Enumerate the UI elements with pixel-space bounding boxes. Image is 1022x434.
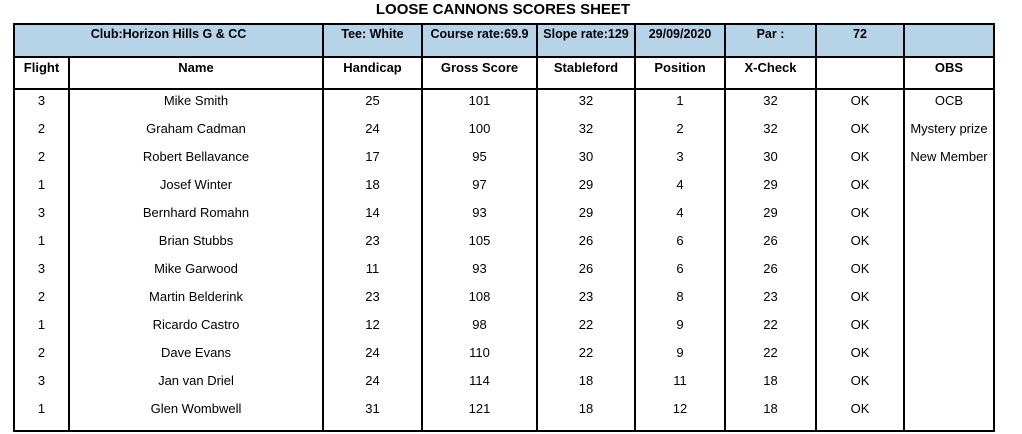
obs-cell: New Member — [904, 150, 994, 178]
gross-score-cell: 121 — [422, 402, 537, 431]
stableford-cell: 32 — [537, 94, 635, 122]
stableford-cell: 18 — [537, 402, 635, 431]
obs-cell: OCB — [904, 94, 994, 122]
par-value-cell: 72 — [816, 24, 904, 57]
table-row — [14, 178, 994, 206]
flight-cell: 3 — [14, 262, 69, 290]
x-check-cell: 18 — [725, 402, 816, 431]
flight-cell: 1 — [14, 402, 69, 431]
position-cell: 1 — [635, 94, 725, 122]
handicap-cell: 24 — [323, 346, 422, 374]
header-stableford: Stableford — [537, 57, 635, 89]
x-check-cell: 22 — [725, 318, 816, 346]
position-cell: 6 — [635, 262, 725, 290]
gross-score-cell: 93 — [422, 206, 537, 234]
position-cell: 4 — [635, 206, 725, 234]
header-x-check: X-Check — [725, 57, 816, 89]
sheet-title: LOOSE CANNONS SCORES SHEET — [375, 1, 631, 18]
flight-cell: 2 — [14, 290, 69, 318]
status-cell: OK — [816, 122, 904, 150]
stableford-cell: 26 — [537, 234, 635, 262]
stableford-cell: 23 — [537, 290, 635, 318]
flight-cell: 3 — [14, 206, 69, 234]
table-row — [14, 290, 994, 318]
obs-cell — [904, 178, 994, 206]
flight-cell: 3 — [14, 94, 69, 122]
name-cell: Graham Cadman — [69, 122, 323, 150]
stableford-cell: 29 — [537, 206, 635, 234]
x-check-cell: 32 — [725, 94, 816, 122]
stableford-cell: 30 — [537, 150, 635, 178]
x-check-cell: 18 — [725, 374, 816, 402]
handicap-cell: 23 — [323, 234, 422, 262]
position-cell: 12 — [635, 402, 725, 431]
table-row — [14, 262, 994, 290]
name-cell: Bernhard Romahn — [69, 206, 323, 234]
handicap-cell: 24 — [323, 122, 422, 150]
obs-cell — [904, 290, 994, 318]
tee-cell: Tee: White — [323, 24, 422, 57]
obs-cell — [904, 262, 994, 290]
slope-rate-cell: Slope rate:129 — [537, 24, 635, 57]
name-cell: Martin Belderink — [69, 290, 323, 318]
status-cell: OK — [816, 374, 904, 402]
position-cell: 8 — [635, 290, 725, 318]
gross-score-cell: 100 — [422, 122, 537, 150]
name-cell: Jan van Driel — [69, 374, 323, 402]
handicap-cell: 11 — [323, 262, 422, 290]
name-cell: Dave Evans — [69, 346, 323, 374]
x-check-cell: 32 — [725, 122, 816, 150]
obs-cell — [904, 318, 994, 346]
gross-score-cell: 93 — [422, 262, 537, 290]
x-check-cell: 30 — [725, 150, 816, 178]
x-check-cell: 26 — [725, 234, 816, 262]
x-check-cell: 29 — [725, 178, 816, 206]
table-row — [14, 318, 994, 346]
x-check-cell: 23 — [725, 290, 816, 318]
handicap-cell: 24 — [323, 374, 422, 402]
position-cell: 2 — [635, 122, 725, 150]
position-cell: 9 — [635, 346, 725, 374]
table-row — [14, 206, 994, 234]
table-row — [14, 374, 994, 402]
status-cell: OK — [816, 206, 904, 234]
header-row — [14, 57, 994, 89]
stableford-cell: 22 — [537, 318, 635, 346]
header-gross-score: Gross Score — [422, 57, 537, 89]
name-cell: Robert Bellavance — [69, 150, 323, 178]
header-name: Name — [69, 57, 323, 89]
position-cell: 4 — [635, 178, 725, 206]
flight-cell: 1 — [14, 318, 69, 346]
gross-score-cell: 101 — [422, 94, 537, 122]
flight-cell: 2 — [14, 122, 69, 150]
gross-score-cell: 95 — [422, 150, 537, 178]
obs-cell — [904, 234, 994, 262]
flight-cell: 1 — [14, 234, 69, 262]
info-row — [14, 24, 994, 57]
info-empty-cell — [904, 24, 994, 57]
status-cell: OK — [816, 346, 904, 374]
stableford-cell: 26 — [537, 262, 635, 290]
status-cell: OK — [816, 262, 904, 290]
gross-score-cell: 108 — [422, 290, 537, 318]
date-cell: 29/09/2020 — [635, 24, 725, 57]
stableford-cell: 29 — [537, 178, 635, 206]
name-cell: Ricardo Castro — [69, 318, 323, 346]
handicap-cell: 17 — [323, 150, 422, 178]
name-cell: Mike Smith — [69, 94, 323, 122]
position-cell: 9 — [635, 318, 725, 346]
header-position: Position — [635, 57, 725, 89]
header-status — [816, 57, 904, 89]
obs-cell — [904, 402, 994, 431]
name-cell: Josef Winter — [69, 178, 323, 206]
table-row — [14, 346, 994, 374]
gross-score-cell: 97 — [422, 178, 537, 206]
table-row — [14, 122, 994, 150]
par-label-cell: Par : — [725, 24, 816, 57]
handicap-cell: 31 — [323, 402, 422, 431]
handicap-cell: 12 — [323, 318, 422, 346]
header-obs: OBS — [904, 57, 994, 89]
header-flight: Flight — [14, 57, 69, 89]
x-check-cell: 29 — [725, 206, 816, 234]
status-cell: OK — [816, 178, 904, 206]
name-cell: Glen Wombwell — [69, 402, 323, 431]
handicap-cell: 14 — [323, 206, 422, 234]
position-cell: 3 — [635, 150, 725, 178]
position-cell: 11 — [635, 374, 725, 402]
header-handicap: Handicap — [323, 57, 422, 89]
obs-cell: Mystery prize — [904, 122, 994, 150]
handicap-cell: 25 — [323, 94, 422, 122]
gross-score-cell: 110 — [422, 346, 537, 374]
name-cell: Mike Garwood — [69, 262, 323, 290]
handicap-cell: 23 — [323, 290, 422, 318]
obs-cell — [904, 346, 994, 374]
flight-cell: 1 — [14, 178, 69, 206]
handicap-cell: 18 — [323, 178, 422, 206]
stableford-cell: 32 — [537, 122, 635, 150]
flight-cell: 3 — [14, 374, 69, 402]
status-cell: OK — [816, 234, 904, 262]
obs-cell — [904, 374, 994, 402]
table-row — [14, 150, 994, 178]
x-check-cell: 22 — [725, 346, 816, 374]
stableford-cell: 18 — [537, 374, 635, 402]
status-cell: OK — [816, 290, 904, 318]
stableford-cell: 22 — [537, 346, 635, 374]
table-row — [14, 402, 994, 431]
position-cell: 6 — [635, 234, 725, 262]
scores-table — [13, 23, 995, 432]
status-cell: OK — [816, 150, 904, 178]
club-cell: Club:Horizon Hills G & CC — [14, 24, 323, 57]
flight-cell: 2 — [14, 346, 69, 374]
x-check-cell: 26 — [725, 262, 816, 290]
gross-score-cell: 114 — [422, 374, 537, 402]
obs-cell — [904, 206, 994, 234]
status-cell: OK — [816, 402, 904, 431]
table-row — [14, 234, 994, 262]
gross-score-cell: 105 — [422, 234, 537, 262]
status-cell: OK — [816, 94, 904, 122]
table-row — [14, 94, 994, 122]
gross-score-cell: 98 — [422, 318, 537, 346]
flight-cell: 2 — [14, 150, 69, 178]
course-rate-cell: Course rate:69.9 — [422, 24, 537, 57]
name-cell: Brian Stubbs — [69, 234, 323, 262]
status-cell: OK — [816, 318, 904, 346]
